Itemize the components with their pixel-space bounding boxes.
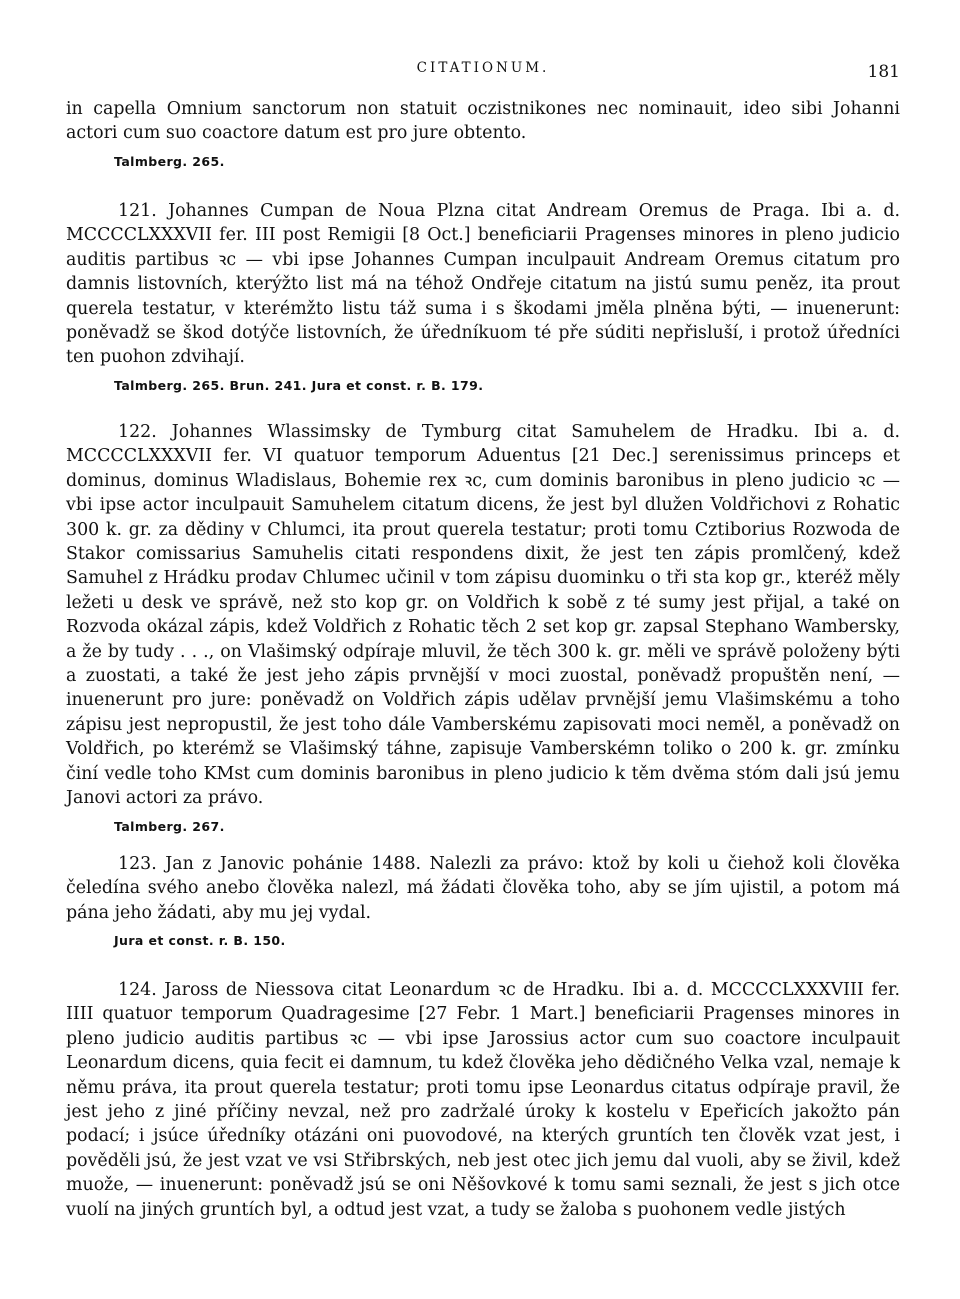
page-number: 181 [867,62,900,82]
entry-body: Jaross de Niessova citat Leonardum ꝛc de Hradku. Ibi a. d. MCCCCLXXXVIII fer. IIII quatuor temporum Quadragesime [27 Febr. 1 Mart.] beneficiarii Pragenses minores in pleno judicio auditis partibus ꝛc — vbi ipse Jarossius actor cum suo coactore inculpauit Leonardum dicens, quia fecit ei damnum, tu kdež člověka jeho dědičného Velka vzal, nemaje k němu práva, ita prout querela testatur; proti tomu ipse Leonardus citatus odpíraje pravil, že jest jeho z jiné příčiny nevzal, než pro zadržalé úroky k kostelu v Epeřicích jakožto pán podací; i jsúce úředníky otázáni oni puovodové, na kterých gruntích ten člověk vzat jest, i pověděli jsú, že jest vzat ve vsi Střibrských, neb jest otec jich jemu dal vuoli, aby se živil, kdež muože, — inuenerunt: poněvadž jsú se oni Něšovkové k tomu sami seznali, že jest s jich otce vuolí na jiných gruntích byl, a odtud jest vzat, a tudy se žaloba s puohonem vedle jistých [66,980,900,1220]
entry-citation: Talmberg. 265. Brun. 241. Jura et const. r. B. 179. [114,377,484,393]
entry-body: Johannes Wlassimsky de Tymburg citat Samuhelem de Hradku. Ibi a. d. MCCCCLXXXVII fer. VI quatuor temporum Aduentus [21 Dec.] serenissimus princeps et dominus, dominus Wladislaus, Bohemie rex ꝛc, cum dominis baronibus in pleno judicio ꝛc — vbi ipse actor inculpauit Samuhelem citatum dicens, že jest byl dlužen Voldřichovi z Rohatic 300 k. gr. za dědiny v Chlumci, ita prout querela testatur; proti tomu Cztiborius Rozwoda de Stakor comissarius Samuhelis citati respondens dixit, že jest ten zápis promlčený, kdež Samuhel z Hrádku prodav Chlumec učinil v tom zápisu duominku o tři sta kop gr., kteréž měly ležeti u desk ve správě, než sto kop gr. on Voldřich k sobě z té sumy jest přijal, a také on Rozvoda okázal zápis, kdež Voldřich z Rohatic těch 2 set kop gr. zapsal Stephano Wambersky, a že by tudy . . ., on Vlašimský odpíraje mluvil, že těch 300 k. gr. měli ve správě položeny býti a zuostati, a také že jest jeho zápis prvnější v moci zuostal, poněvadž propuštěn není, — inuenerunt pro jure: poněvadž on Voldřich zápis udělav prvnější jemu Vlašimskému a toho zápisu jest nepropustil, že jest toho dále Vamberskému zapisovati moci neměl, a poněvadž on Voldřich, po kterémž se Vlašimský táhne, zapisuje Vamberskémn toliko o 200 k. gr. zmínku činí vedle toho KMst cum dominis baronibus in pleno judicio k těm dvěma stóm dali jsú jemu Janovi actori za právo. [66,422,901,809]
entry-citation: Jura et const. r. B. 150. [114,933,286,949]
entry-body: Jan z Janovic pohánie 1488. Nalezli za právo: ktož by koli u čiehož koli člověka čeledína svého anebo člověka nalezl, má žádati člověka toho, aby se jím ujistil, a potom má pána jeho žádati, aby mu jej vydal. [66,854,901,923]
entry-number: 122. [118,422,157,442]
entry-text [66,978,900,1222]
entry-body: Johannes Cumpan de Noua Plzna citat Andream Oremus de Praga. Ibi a. d. MCCCCLXXXVII fer. III post Remigii [8 Oct.] beneficiarii Pragenses minores in pleno judicio auditis partibus ꝛc — vbi ipse Johannes Cumpan inculpauit Andream Oremus citatum pro damnis listovních, kterýžto list má na téhož Ondřeje citatum na jistú sumu peněz, ita prout querela testatur, v kterémžto listu táž suma i s škodami jměla plněna býti, — inuenerunt: poněvadž se škod dotýče listovních, že úředníkuom té pře súditi nepřisluší, i protož úředníci ten puohon zdvihají. [66,201,900,368]
entry-122 [66,420,900,836]
running-head [66,58,900,82]
entry-number: 123. [118,854,157,874]
entry-number: 121. [118,201,157,221]
entry-citation: Talmberg. 267. [114,818,225,834]
entry-text [66,852,900,925]
entry-121 [66,199,900,395]
running-title: CITATIONUM. [416,60,550,76]
entry-continuation [66,97,900,171]
entry-citation: Talmberg. 265. [114,153,225,169]
entry-123 [66,852,900,950]
entry-text [66,199,900,370]
entry-number: 124. [118,980,157,1000]
entry-text [66,420,900,811]
document-page [66,0,900,1299]
entry-124 [66,978,900,1222]
entry-text: in capella Omnium sanctorum non statuit oczistnikones nec nominauit, ideo sibi Johanni actori cum suo coactore datum est pro jure obtento. [66,99,900,144]
